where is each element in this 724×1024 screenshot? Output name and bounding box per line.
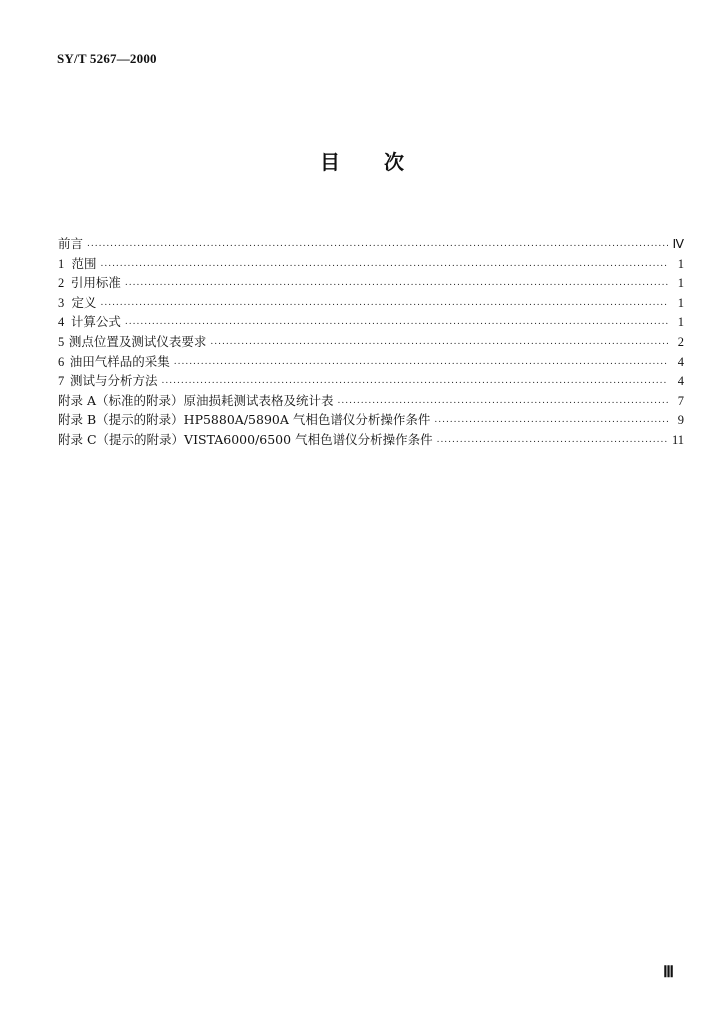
toc-entry-3[interactable] (58, 293, 684, 313)
dot-leader (434, 411, 668, 431)
dot-leader (100, 255, 668, 275)
title-char-1: 目 (320, 150, 340, 174)
dot-leader (125, 274, 668, 294)
toc-entry-appendix-b[interactable] (58, 410, 684, 430)
toc-label: 油田气样品的采集 (69, 353, 170, 369)
dot-leader (174, 353, 668, 373)
toc-page: Ⅳ (672, 237, 684, 251)
dot-leader (210, 333, 668, 353)
toc-entry-2[interactable] (58, 273, 684, 293)
dot-leader (87, 235, 668, 255)
toc-label: 定义 (71, 294, 97, 310)
toc-entry-1[interactable] (58, 254, 684, 274)
dot-leader (162, 372, 668, 392)
toc-page: 2 (677, 334, 684, 349)
dot-leader (125, 313, 668, 333)
toc-entry-appendix-c[interactable] (58, 430, 684, 450)
toc-label: 前言 (58, 236, 84, 251)
toc-entry-foreword[interactable] (58, 234, 684, 254)
toc-page: 9 (677, 413, 684, 428)
toc-entry-5[interactable] (58, 332, 684, 352)
toc-label: 范围 (71, 255, 97, 271)
toc-number: 6 (58, 354, 65, 369)
page-title (0, 146, 724, 175)
toc-number: 7 (58, 374, 65, 389)
toc-page: 7 (677, 393, 684, 408)
toc-number: 2 (58, 276, 65, 291)
appendix-title: HP5880A/5890A 气相色谱仪分析操作条件 (183, 412, 431, 428)
appendix-label: 附录 B（提示的附录） (58, 412, 184, 428)
appendix-label: 附录 C（提示的附录） (58, 431, 185, 447)
toc-entry-4[interactable] (58, 312, 684, 332)
toc-number: 4 (58, 315, 65, 330)
toc-page: 1 (677, 315, 684, 330)
dot-leader (437, 431, 668, 451)
page-number: Ⅲ (662, 964, 674, 981)
appendix-title: VISTA6000/6500 气相色谱仪分析操作条件 (184, 431, 433, 447)
toc-number: 1 (58, 256, 65, 271)
toc-number: 3 (58, 295, 65, 310)
toc-entry-6[interactable] (58, 352, 684, 372)
toc-entry-7[interactable] (58, 371, 684, 391)
table-of-contents (58, 234, 684, 450)
appendix-title: 原油损耗测试表格及统计表 (183, 392, 334, 408)
toc-label: 测试与分析方法 (70, 373, 158, 389)
toc-number: 5 (58, 334, 65, 349)
toc-label: 引用标准 (70, 275, 121, 291)
toc-label: 测点位置及测试仪表要求 (68, 333, 207, 349)
toc-entry-appendix-a[interactable] (58, 391, 684, 411)
toc-page: 1 (677, 256, 684, 271)
appendix-label: 附录 A（标准的附录） (58, 392, 184, 408)
toc-page: 4 (677, 374, 684, 389)
title-char-2: 次 (384, 150, 404, 174)
dot-leader (338, 392, 668, 412)
toc-page: 1 (677, 295, 684, 310)
toc-page: 1 (677, 276, 684, 291)
dot-leader (100, 294, 668, 314)
toc-page: 11 (671, 432, 684, 447)
toc-label: 计算公式 (70, 314, 121, 330)
standard-code: SY/T 5267—2000 (57, 51, 157, 66)
toc-page: 4 (677, 354, 684, 369)
